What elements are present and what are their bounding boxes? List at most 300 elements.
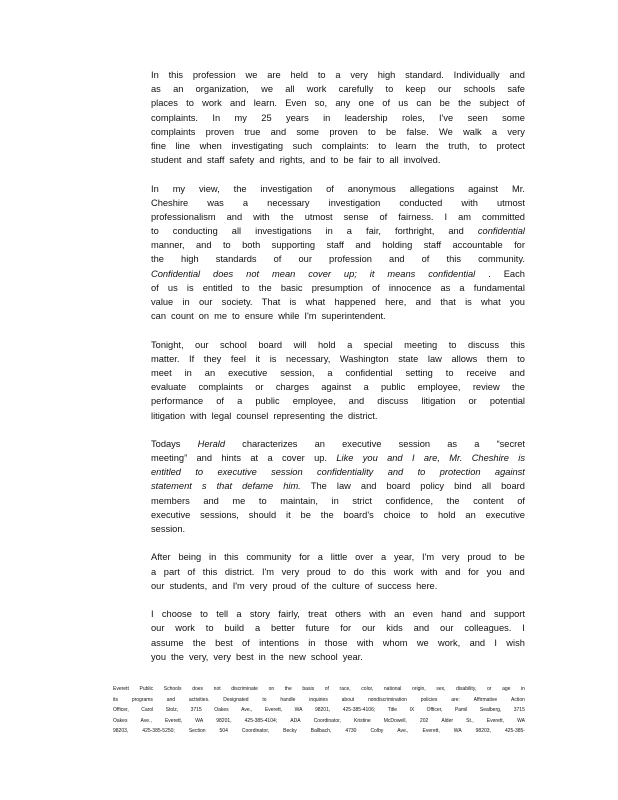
word: confidentiality: [317, 467, 374, 478]
word: work: [202, 98, 222, 109]
word: discuss: [467, 339, 499, 350]
word: cover: [308, 268, 331, 279]
word: IX: [409, 707, 415, 713]
word: as: [440, 282, 451, 293]
text-line: [151, 607, 525, 621]
paragraph-gap: [151, 167, 525, 181]
text-line: [151, 111, 525, 125]
word: the: [284, 686, 292, 692]
word: accountable: [452, 240, 503, 251]
word: manner,: [151, 240, 185, 251]
word: for: [468, 566, 480, 577]
word: Designated: [223, 696, 249, 703]
word: very: [281, 566, 300, 577]
word: public: [255, 396, 280, 407]
word: board's: [343, 509, 374, 520]
word: keep: [405, 84, 426, 95]
word: innocence: [388, 282, 432, 293]
word: our: [440, 623, 454, 634]
word: session.: [151, 524, 186, 534]
word: district.: [348, 410, 378, 421]
word: to: [385, 84, 394, 95]
word: on: [268, 686, 275, 692]
word: and: [310, 155, 326, 166]
word: future: [305, 623, 330, 634]
word: my: [172, 183, 186, 194]
word: school: [219, 339, 247, 350]
word: seen: [467, 112, 488, 123]
word: we: [261, 84, 274, 95]
word: meeting”: [151, 453, 188, 464]
word: here.: [416, 580, 438, 591]
paragraph-gap: [151, 423, 525, 437]
word: should: [248, 509, 277, 520]
word: necessary,: [286, 353, 331, 364]
word: me: [232, 495, 246, 506]
text-line: [151, 636, 525, 650]
text-line: [151, 82, 525, 96]
word: very: [507, 126, 525, 137]
text-line: [151, 153, 525, 167]
word: in: [184, 367, 192, 378]
word: of: [216, 396, 225, 407]
word: be: [514, 552, 525, 563]
word: can: [151, 311, 166, 322]
word: places: [151, 98, 178, 109]
word: activities.: [188, 696, 210, 703]
word: and: [445, 566, 461, 577]
word: 4730: [345, 728, 357, 734]
word: part: [163, 566, 180, 577]
word: fundamental: [473, 282, 525, 293]
word: or: [486, 686, 492, 692]
word: and: [509, 367, 525, 378]
text-line: [151, 309, 525, 323]
word: leadership: [344, 112, 388, 123]
word: and: [470, 609, 486, 620]
word: Cheshire: [471, 453, 509, 464]
text-line: [151, 182, 525, 196]
word: ADA: [290, 717, 301, 724]
word: Ballbach,: [310, 728, 332, 734]
word: Ave.,: [241, 707, 253, 713]
word: Action: [510, 696, 525, 703]
word: its: [113, 696, 118, 703]
word: programs: [131, 696, 153, 703]
word: and: [229, 98, 246, 109]
word: Coordinator,: [313, 717, 341, 724]
word: and: [259, 155, 275, 166]
word: society.: [221, 297, 253, 307]
word: I: [411, 453, 415, 464]
word: 202: [419, 717, 429, 724]
word: Everett,: [264, 707, 283, 713]
word: very,: [188, 651, 209, 662]
word: in: [331, 495, 339, 506]
word: you: [486, 566, 502, 577]
word: we: [245, 70, 258, 80]
word: matter.: [151, 353, 180, 364]
word: them: [486, 353, 508, 364]
word: safety: [229, 155, 255, 166]
word: state: [398, 353, 419, 364]
word: against: [321, 382, 352, 393]
word: to: [479, 140, 487, 151]
word: while: [278, 311, 300, 322]
word: In: [151, 70, 159, 80]
word: Like: [336, 453, 354, 464]
word: with: [190, 410, 207, 421]
word: to: [445, 367, 454, 378]
word: best: [215, 637, 233, 648]
word: complaints:: [321, 140, 369, 151]
word: the: [171, 651, 184, 662]
word: for: [340, 623, 352, 634]
word: 425-385-5250;: [142, 728, 175, 734]
word: does: [192, 686, 204, 692]
word: him.: [283, 481, 301, 492]
word: 3715: [513, 707, 525, 713]
word: me: [214, 311, 228, 322]
word: and: [196, 240, 212, 251]
word: executive: [485, 509, 525, 520]
word: confidential: [345, 367, 393, 378]
word: professionalism: [151, 211, 216, 222]
word: school: [310, 651, 338, 662]
word: some: [296, 126, 320, 137]
text-line: [151, 650, 525, 664]
word: public: [380, 382, 406, 393]
word: in: [258, 651, 266, 662]
text-line: [151, 465, 525, 479]
word: the: [512, 382, 525, 393]
word: the: [270, 651, 284, 662]
word: us: [398, 98, 409, 109]
word: Colby: [370, 728, 384, 734]
word: I'm: [232, 580, 245, 591]
word: you: [509, 297, 525, 307]
word: you: [151, 651, 166, 662]
word: 425-385-4106;: [342, 707, 376, 713]
text-line: [151, 621, 525, 635]
word: utmost: [497, 197, 525, 208]
word: charges: [275, 382, 309, 393]
word: one: [358, 98, 375, 109]
word: 98203,: [475, 728, 491, 734]
word: kids: [386, 623, 403, 634]
word: do: [353, 566, 364, 577]
word: I: [494, 637, 497, 648]
word: receive: [466, 367, 497, 378]
word: We: [439, 126, 453, 137]
word: some: [502, 112, 525, 123]
word: our: [151, 580, 165, 591]
word: up.: [314, 453, 327, 464]
word: was: [207, 197, 224, 208]
word: statement: [151, 481, 192, 492]
text-line: [151, 196, 525, 210]
word: that: [440, 297, 456, 307]
text-line: [151, 366, 525, 380]
word: both: [242, 240, 261, 251]
word: work,: [438, 637, 461, 648]
word: is: [186, 282, 194, 293]
word: McDowell,: [383, 717, 407, 724]
word: is: [518, 453, 525, 464]
word: protect: [496, 140, 525, 151]
word: 425-385-4104;: [244, 717, 278, 724]
word: over: [355, 552, 374, 563]
word: board: [386, 481, 411, 492]
word: of: [364, 580, 373, 591]
word: whom: [382, 637, 408, 648]
word: Oakes: [214, 707, 229, 713]
text-line: [113, 726, 525, 737]
word: a: [459, 282, 465, 293]
word: I: [444, 211, 448, 222]
word: supporting: [271, 240, 316, 251]
text-line: [151, 479, 525, 493]
word: 3715: [190, 707, 202, 713]
word: 98201,: [314, 707, 331, 713]
word: involved.: [403, 155, 441, 166]
word: work: [175, 623, 195, 634]
word: am: [458, 211, 472, 222]
word: our: [361, 623, 376, 634]
paragraph: [151, 550, 525, 593]
word: to: [232, 311, 240, 322]
word: necessary: [267, 197, 310, 208]
word: is: [465, 297, 472, 307]
text-line: [113, 695, 525, 706]
word: choose: [161, 609, 192, 620]
word: that: [216, 481, 233, 492]
word: can: [416, 98, 432, 109]
word: defame: [242, 481, 274, 492]
word: proven: [205, 126, 235, 137]
word: a: [151, 566, 157, 577]
word: for: [299, 552, 310, 563]
word: all: [285, 84, 295, 95]
word: up;: [343, 268, 357, 279]
word: entitled: [202, 282, 233, 293]
word: confidence,: [385, 495, 434, 506]
word: in: [323, 112, 331, 123]
word: utmost: [304, 211, 333, 222]
word: on: [198, 311, 210, 322]
word: such: [292, 140, 313, 151]
word: fairly,: [278, 609, 300, 620]
word: not: [213, 686, 221, 692]
word: of: [273, 254, 282, 265]
word: even: [412, 609, 433, 620]
word: St.,: [466, 717, 474, 724]
word: fair: [358, 155, 372, 166]
word: After: [151, 552, 171, 563]
word: this: [202, 566, 218, 577]
word: here,: [385, 297, 407, 307]
word: If: [189, 353, 195, 364]
word: law: [336, 481, 351, 492]
text-line: [113, 716, 525, 727]
word: wish: [506, 637, 525, 648]
word: with: [461, 197, 478, 208]
word: to: [317, 70, 326, 80]
word: content: [473, 495, 504, 506]
text-line: [151, 522, 525, 536]
nondiscrimination-footer: [113, 684, 525, 737]
text-line: [151, 338, 525, 352]
word: characterizes: [242, 438, 298, 449]
word: Officer,: [426, 707, 443, 713]
word: WA: [517, 717, 525, 724]
word: confidential: [428, 268, 476, 279]
word: Affirmative: [473, 696, 498, 703]
word: the: [313, 580, 327, 591]
word: and: [166, 696, 176, 703]
word: best: [235, 651, 254, 662]
word: high: [181, 254, 199, 265]
word: with: [253, 211, 270, 222]
word: against: [494, 467, 525, 478]
word: counsel: [236, 410, 269, 421]
word: WA: [294, 707, 303, 713]
word: executive: [217, 467, 257, 478]
word: in: [521, 686, 525, 692]
word: Tonight,: [151, 339, 184, 350]
word: the: [151, 254, 164, 265]
word: Herald: [197, 438, 226, 449]
word: a: [236, 609, 242, 620]
word: Confidential: [151, 268, 201, 279]
word: carefully: [338, 84, 374, 95]
word: community.: [478, 254, 525, 265]
word: hand: [441, 609, 462, 620]
word: the: [320, 509, 334, 520]
word: standards: [215, 254, 257, 265]
word: or: [255, 382, 264, 393]
word: it: [286, 509, 291, 520]
word: The: [310, 481, 327, 492]
text-line: [151, 210, 525, 224]
text-line: [151, 352, 525, 366]
word: session: [271, 467, 303, 478]
word: Becky: [283, 728, 297, 734]
word: a: [317, 552, 323, 563]
word: fine: [151, 140, 166, 151]
word: us: [167, 282, 178, 293]
word: subject: [479, 98, 509, 109]
word: be: [439, 98, 450, 109]
word: view,: [199, 183, 220, 194]
word: value: [151, 297, 174, 307]
letter-body: [151, 68, 525, 664]
word: the: [330, 410, 343, 421]
word: a: [381, 552, 387, 563]
word: board: [258, 339, 283, 350]
word: of: [372, 282, 380, 293]
word: maintain,: [280, 495, 318, 506]
word: learn: [395, 140, 417, 151]
word: to: [378, 140, 387, 151]
word: organization,: [195, 84, 249, 95]
word: Ave.,: [397, 728, 409, 734]
word: learn.: [253, 98, 277, 109]
word: is: [289, 297, 297, 307]
word: I've: [439, 112, 454, 123]
word: true: [244, 126, 261, 137]
word: and: [413, 623, 430, 634]
text-line: [113, 705, 525, 716]
text-line: [151, 394, 525, 408]
word: the: [258, 282, 272, 293]
word: all: [231, 226, 242, 237]
word: we: [416, 637, 429, 648]
word: in: [325, 226, 333, 237]
word: very: [350, 70, 368, 80]
word: the: [192, 637, 206, 648]
word: very: [249, 580, 268, 591]
word: year,: [394, 552, 415, 563]
word: cover: [281, 453, 305, 464]
word: discuss: [377, 396, 409, 407]
text-line: [151, 579, 525, 593]
text-line: [151, 409, 525, 423]
word: are: [267, 70, 281, 80]
word: color,: [361, 686, 374, 692]
text-line: [151, 68, 525, 82]
word: to: [417, 467, 426, 478]
word: complaints: [198, 382, 243, 393]
text-line: [151, 252, 525, 266]
word: are,: [423, 453, 440, 464]
word: law: [427, 353, 442, 364]
word: to: [498, 552, 507, 563]
word: this: [168, 70, 184, 80]
word: and: [355, 240, 371, 251]
word: at: [250, 453, 259, 464]
word: Mr.: [449, 453, 463, 464]
text-line: [151, 125, 525, 139]
word: WA: [195, 717, 204, 724]
paragraph: [151, 607, 525, 664]
word: staff: [423, 240, 442, 251]
word: not: [246, 268, 260, 279]
word: conducted: [399, 197, 443, 208]
text-line: [151, 96, 525, 110]
word: Alder: [441, 717, 454, 724]
word: 25: [261, 112, 272, 123]
word: strict: [352, 495, 372, 506]
word: potential: [489, 396, 525, 407]
word: year.: [342, 651, 363, 662]
word: special: [363, 339, 393, 350]
word: origin,: [412, 686, 426, 692]
text-line: [151, 238, 525, 252]
word: to: [258, 495, 267, 506]
text-line: [151, 267, 525, 281]
word: Ave.,: [140, 717, 152, 724]
word: and: [509, 70, 525, 80]
word: complaints.: [151, 112, 199, 123]
text-line: [151, 451, 525, 465]
word: Schools: [163, 686, 182, 692]
word: investigation: [328, 197, 381, 208]
word: it: [255, 353, 261, 364]
word: the: [446, 495, 460, 506]
word: work: [306, 84, 327, 95]
word: and: [469, 637, 486, 648]
